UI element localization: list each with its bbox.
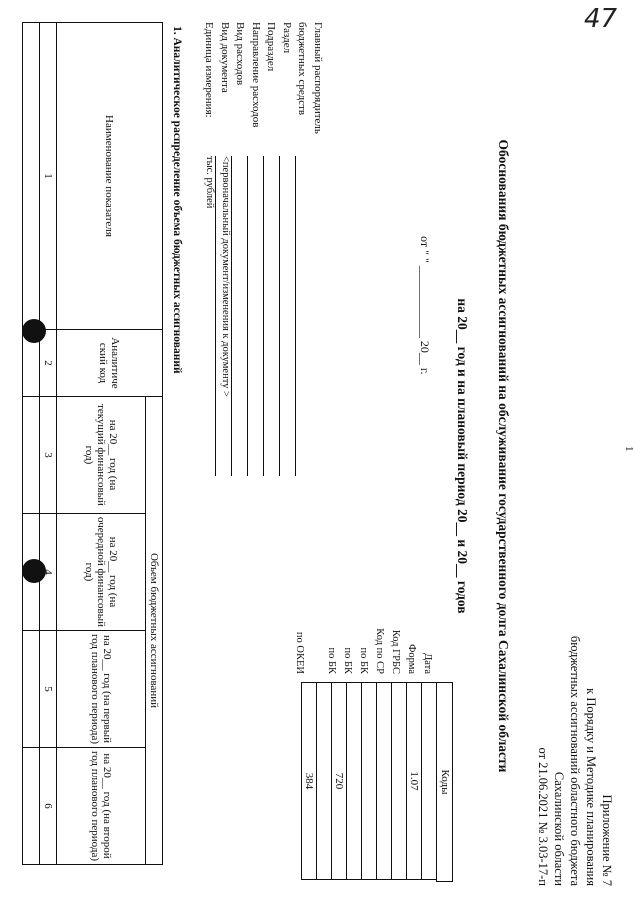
codes-header: Коды bbox=[436, 682, 453, 882]
code-value bbox=[347, 683, 362, 880]
table-cell-empty bbox=[23, 397, 40, 514]
left-label: Единица измерения: bbox=[203, 22, 216, 118]
section-title: 1. Аналитическое распределение объема бюджетных ассигнований bbox=[171, 26, 183, 374]
code-label: по БК bbox=[326, 647, 337, 674]
codes-table bbox=[301, 682, 437, 880]
code-value: 384 bbox=[302, 683, 317, 880]
fill-line bbox=[247, 156, 263, 476]
col-header-year: на 20__ год (на первый год планового периода) bbox=[57, 631, 146, 748]
allocation-table bbox=[22, 22, 163, 865]
page-number: 1 bbox=[623, 446, 635, 452]
left-label: бюджетных средств bbox=[296, 22, 309, 116]
col-number: 5 bbox=[40, 631, 57, 748]
left-label: Вид расходов bbox=[234, 22, 247, 86]
code-value bbox=[392, 683, 407, 880]
appendix-line: Приложение № 7 bbox=[600, 794, 614, 886]
code-label: Код ГРБС bbox=[390, 629, 401, 674]
code-label: по БК bbox=[342, 647, 353, 674]
group-header: Объем бюджетных ассигнований bbox=[146, 397, 163, 865]
col-header-year: на 20__ год (на текущий финансовый год) bbox=[57, 397, 146, 514]
fill-line bbox=[263, 156, 279, 476]
date-line: от " " ____________ 20__ г. bbox=[418, 236, 432, 375]
col-header-name: Наименование показателя bbox=[57, 23, 163, 330]
code-label: Код по СР bbox=[374, 628, 385, 674]
appendix-line: к Порядку и Методике планирования bbox=[584, 688, 598, 886]
col-number: 4 bbox=[40, 514, 57, 631]
left-label: Вид документа bbox=[219, 22, 231, 93]
unit-value: тыс. рублей bbox=[204, 156, 215, 209]
table-cell-empty bbox=[23, 514, 40, 631]
left-labels bbox=[201, 22, 325, 152]
code-label: Дата bbox=[422, 653, 433, 674]
code-labels bbox=[291, 536, 435, 674]
code-value: 720 bbox=[332, 683, 347, 880]
col-header-year: на 20__ год (на второй год планового периода) bbox=[57, 748, 146, 865]
left-label: Раздел bbox=[281, 22, 293, 54]
table-row-empty bbox=[23, 23, 40, 330]
code-label: по ОКЕИ bbox=[294, 631, 305, 674]
rotated-page-content bbox=[15, 16, 635, 896]
document-title: Обоснования бюджетных ассигнований на обслуживание государственного долга Сахалинской области bbox=[496, 139, 511, 773]
appendix-line: Сахалинской области bbox=[552, 771, 566, 886]
code-label bbox=[307, 536, 323, 674]
appendix-line: от 21.06.2021 № 3.03-17-п bbox=[536, 747, 550, 886]
col-number: 3 bbox=[40, 397, 57, 514]
code-value bbox=[317, 683, 332, 880]
period-line: на 20__ год и на плановый период 20__ и 20__ годов bbox=[455, 298, 470, 614]
table-cell-empty bbox=[23, 330, 40, 397]
col-number: 1 bbox=[40, 23, 57, 330]
table-cell-empty bbox=[23, 631, 40, 748]
fill-line bbox=[279, 156, 295, 476]
col-header-year: на 20__ год (на очередной финансовый год) bbox=[57, 514, 146, 631]
left-label: Главный распорядитель bbox=[312, 22, 324, 134]
fill-line bbox=[295, 156, 311, 476]
code-label: по БК bbox=[358, 647, 369, 674]
table-cell-empty bbox=[23, 748, 40, 865]
fill-line bbox=[231, 156, 247, 476]
fill-lines bbox=[200, 156, 311, 476]
appendix-line: бюджетных ассигнований областного бюджета bbox=[568, 635, 582, 886]
col-header-code: Аналитиче ский код bbox=[57, 330, 163, 397]
handwritten-page-number: 47 bbox=[584, 4, 618, 34]
col-number: 6 bbox=[40, 748, 57, 865]
doc-type-line: <первоначальный документ/изменения к документу > bbox=[215, 156, 231, 476]
left-label: Подраздел bbox=[265, 22, 278, 72]
code-value: 1.07 bbox=[407, 683, 422, 880]
code-value bbox=[377, 683, 392, 880]
left-label: Направление расходов bbox=[250, 22, 262, 128]
code-value bbox=[362, 683, 377, 880]
code-label: Форма bbox=[406, 644, 417, 674]
code-value bbox=[422, 683, 437, 880]
col-number: 2 bbox=[40, 330, 57, 397]
appendix-block bbox=[535, 446, 615, 886]
